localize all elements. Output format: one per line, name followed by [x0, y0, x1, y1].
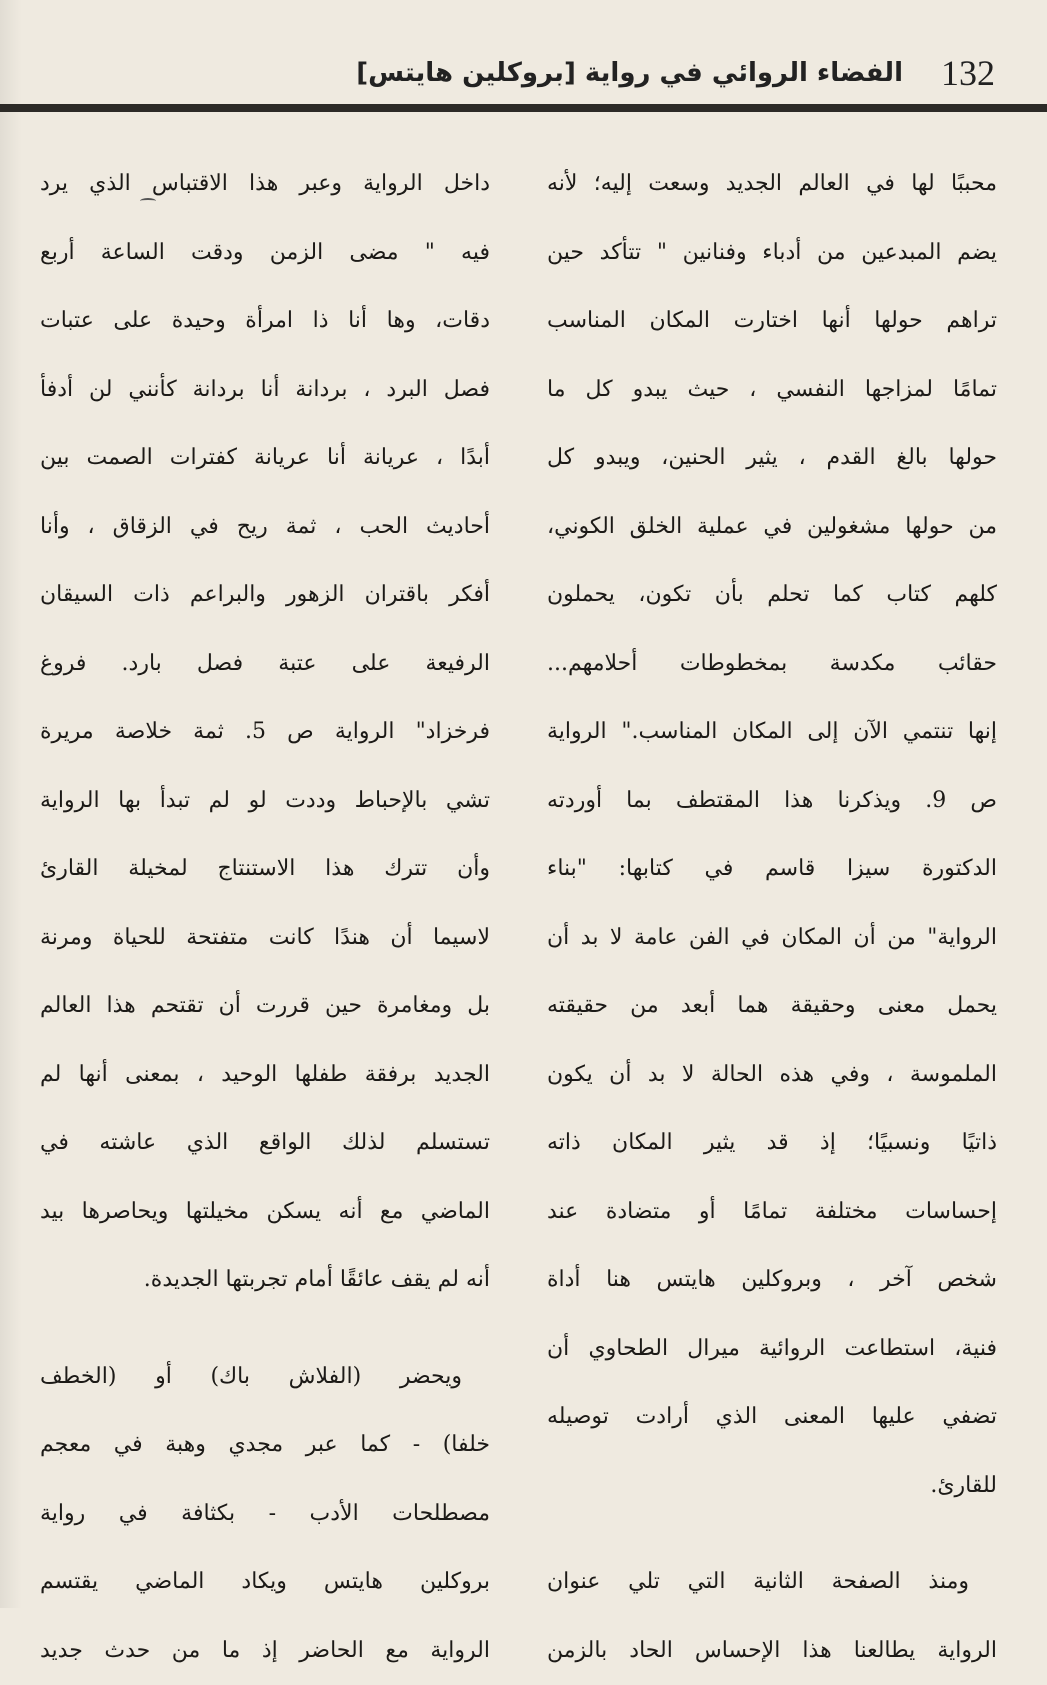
text-line: الرواية مع الحاضر إذ ما من حدث جديد	[40, 1617, 490, 1685]
text-line: شخص آخر ، وبروكلين هايتس هنا أداة	[547, 1246, 997, 1315]
text-line: أنه لم يقف عائقًا أمام تجربتها الجديدة.	[40, 1246, 490, 1315]
text-line: ومنذ الصفحة الثانية التي تلي عنوان	[547, 1548, 997, 1617]
left-paragraph-2	[40, 1343, 490, 1685]
text-line: أفكر باقتران الزهور والبراعم ذات السيقان	[40, 561, 490, 630]
text-line: خلفا) - كما عبر مجدي وهبة في معجم	[40, 1411, 490, 1480]
text-line: يضم المبدعين من أدباء وفنانين " تتأكد حين	[547, 219, 997, 288]
page-number: 132	[941, 55, 995, 91]
text-line: بروكلين هايتس ويكاد الماضي يقتسم	[40, 1548, 490, 1617]
text-line: دقات، وها أنا ذا امرأة وحيدة على عتبات	[40, 287, 490, 356]
text-line: تشي بالإحباط وددت لو لم تبدأ بها الرواية	[40, 767, 490, 836]
text-line: من حولها مشغولين في عملية الخلق الكوني،	[547, 493, 997, 562]
text-line: حولها بالغ القدم ، يثير الحنين، ويبدو كل	[547, 424, 997, 493]
text-line: تمامًا لمزاجها النفسي ، حيث يبدو كل ما	[547, 356, 997, 425]
text-line: فصل البرد ، بردانة أنا بردانة كأنني لن أدفأ	[40, 356, 490, 425]
text-line: الماضي مع أنه يسكن مخيلتها ويحاصرها بيد	[40, 1178, 490, 1247]
text-line: فيه " مضى الزمن ودقت الساعة أربع	[40, 219, 490, 288]
right-paragraph-1	[547, 150, 997, 1520]
running-title: الفضاء الروائي في رواية [بروكلين هايتس]	[356, 60, 903, 86]
text-line: تراهم حولها أنها اختارت المكان المناسب	[547, 287, 997, 356]
text-line: يحمل معنى وحقيقة هما أبعد من حقيقته	[547, 972, 997, 1041]
text-line: بل ومغامرة حين قررت أن تقتحم هذا العالم	[40, 972, 490, 1041]
text-line: أبدًا ، عريانة أنا عريانة كفترات الصمت بين	[40, 424, 490, 493]
text-line: فنية، استطاعت الروائية ميرال الطحاوي أن	[547, 1315, 997, 1384]
page-header	[410, 46, 995, 100]
text-line: الرواية" من أن المكان في الفن عامة لا بد أن	[547, 904, 997, 973]
text-line: تستسلم لذلك الواقع الذي عاشته في	[40, 1109, 490, 1178]
text-line: وأن تترك هذا الاستنتاج لمخيلة القارئ	[40, 835, 490, 904]
left-paragraph-1	[40, 150, 490, 1315]
text-line: ويحضر (الفلاش باك) أو (الخطف	[40, 1343, 490, 1412]
text-line: لاسيما أن هندًا كانت متفتحة للحياة ومرنة	[40, 904, 490, 973]
text-line: كلهم كتاب كما تحلم بأن تكون، يحملون	[547, 561, 997, 630]
right-column	[547, 150, 997, 1590]
text-line: مصطلحات الأدب - بكثافة في رواية	[40, 1480, 490, 1549]
text-line: للقارئ.	[547, 1452, 997, 1521]
text-line: الملموسة ، وفي هذه الحالة لا بد أن يكون	[547, 1041, 997, 1110]
text-line: الرفيعة على عتبة فصل بارد. فروغ	[40, 630, 490, 699]
left-column	[40, 150, 490, 1590]
text-line: محببًا لها في العالم الجديد وسعت إليه؛ لأنه	[547, 150, 997, 219]
paragraph-gap	[547, 1520, 997, 1548]
print-mark	[140, 198, 156, 204]
text-line: ذاتيًا ونسبيًا؛ إذ قد يثير المكان ذاته	[547, 1109, 997, 1178]
header-rule	[0, 104, 1047, 112]
right-paragraph-2	[547, 1548, 997, 1685]
text-line: أحاديث الحب ، ثمة ريح في الزقاق ، وأنا	[40, 493, 490, 562]
text-line: داخل الرواية وعبر هذا الاقتباس الذي يرد	[40, 150, 490, 219]
text-line: تضفي عليها المعنى الذي أرادت توصيله	[547, 1383, 997, 1452]
text-line: حقائب مكدسة بمخطوطات أحلامهم...	[547, 630, 997, 699]
text-line: الرواية يطالعنا هذا الإحساس الحاد بالزمن	[547, 1617, 997, 1685]
text-line: إنها تنتمي الآن إلى المكان المناسب." الرواية	[547, 698, 997, 767]
text-line: الدكتورة سيزا قاسم في كتابها: "بناء	[547, 835, 997, 904]
text-line: ص 9. ويذكرنا هذا المقتطف بما أوردته	[547, 767, 997, 836]
paragraph-gap	[40, 1315, 490, 1343]
text-line: إحساسات مختلفة تمامًا أو متضادة عند	[547, 1178, 997, 1247]
text-line: الجديد برفقة طفلها الوحيد ، بمعنى أنها لم	[40, 1041, 490, 1110]
text-line: فرخزاد" الرواية ص 5. ثمة خلاصة مريرة	[40, 698, 490, 767]
